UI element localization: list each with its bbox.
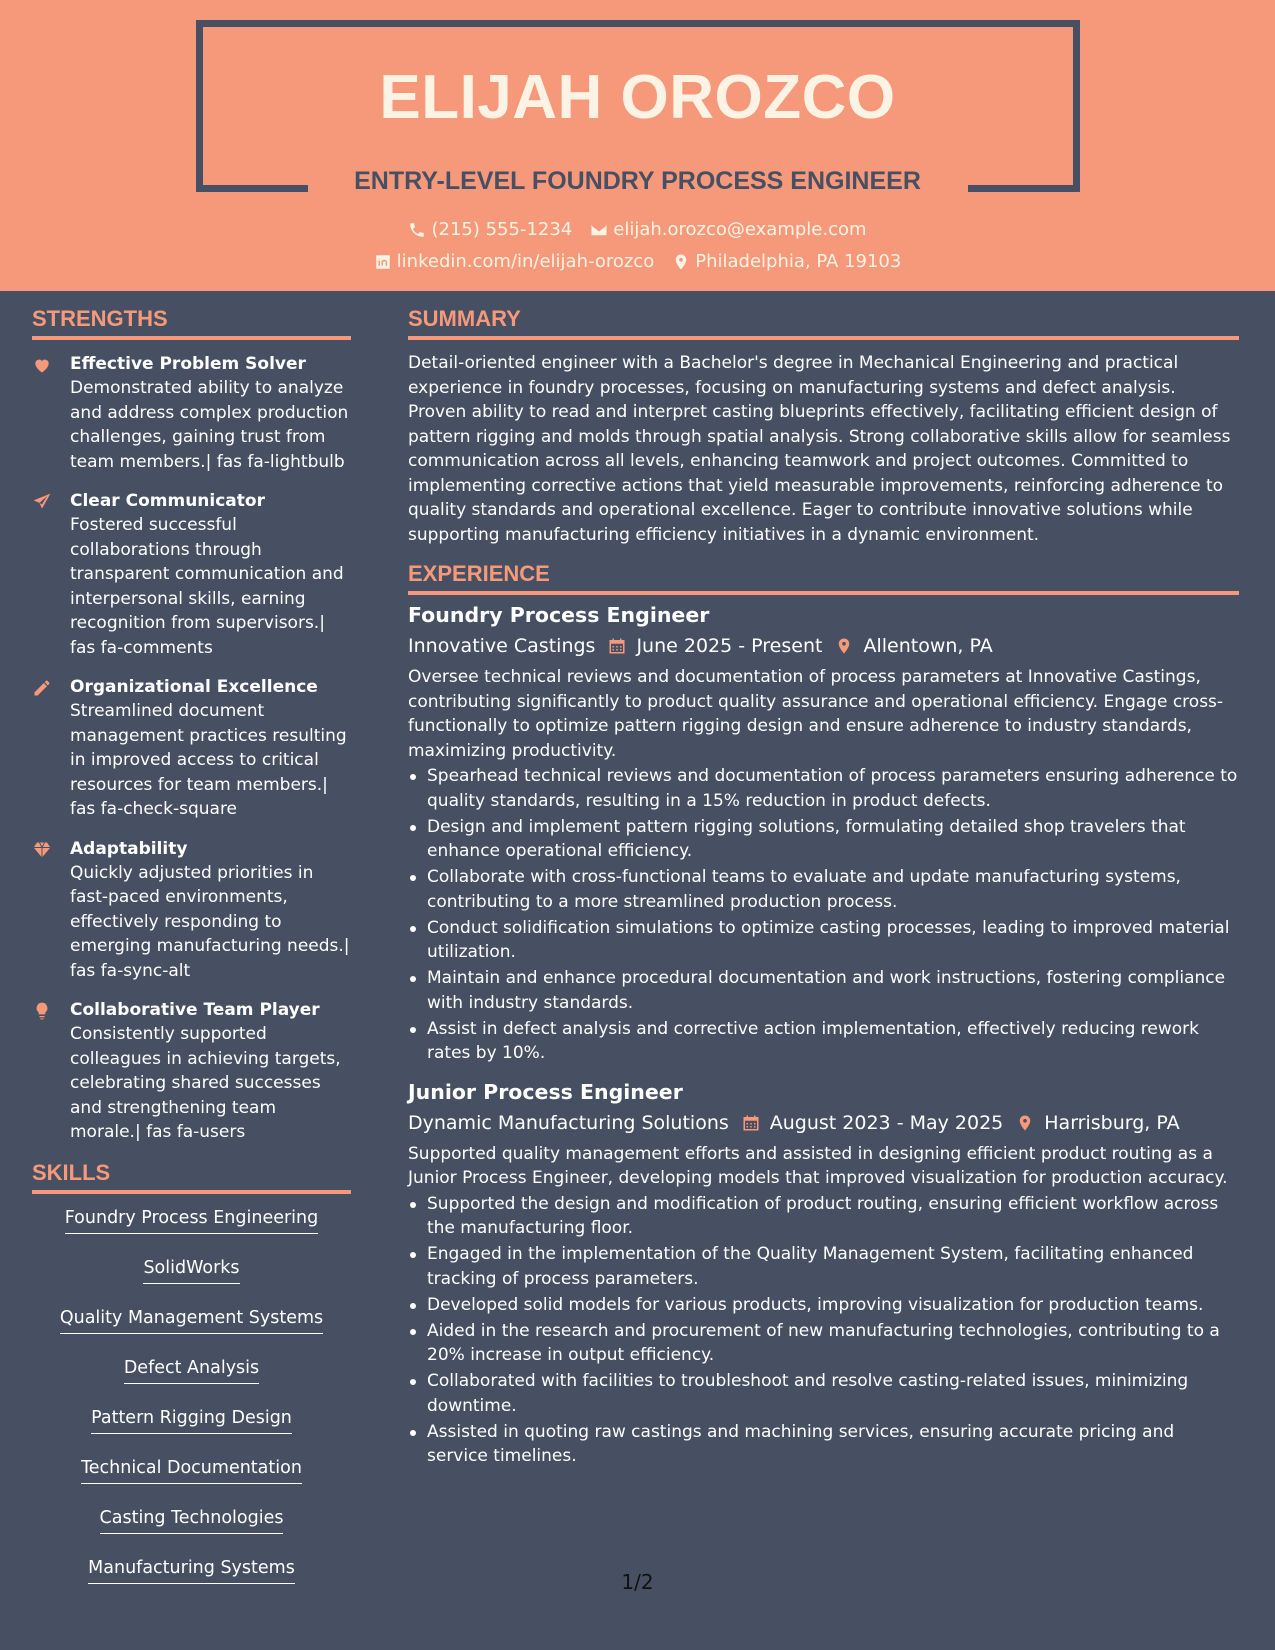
skill-item: Foundry Process Engineering <box>65 1206 319 1234</box>
skill-item: Defect Analysis <box>124 1356 259 1384</box>
job-location: Harrisburg, PA <box>1044 1111 1180 1134</box>
job-bullet: Assist in defect analysis and corrective action implementation, effectively reducing rework rates by 10%. <box>408 1017 1239 1066</box>
contact-email[interactable] <box>590 219 866 240</box>
job-bullet: Spearhead technical reviews and documentation of process parameters ensuring adherence to quality standards, resulting in a 15% reduction in product defects. <box>408 764 1239 813</box>
job-entry <box>408 1078 1239 1469</box>
job-dates: June 2025 - Present <box>636 635 823 657</box>
strength-item <box>32 998 351 1145</box>
lightbulb-icon <box>32 1001 52 1021</box>
strength-desc: Consistently supported colleagues in achieving targets, celebrating shared successes and strengthening team morale.| fas fa-users <box>70 1024 341 1142</box>
linkedin-text: linkedin.com/in/elijah-orozco <box>396 251 655 272</box>
job-bullet: Developed solid models for various products, improving visualization for production teams. <box>408 1293 1239 1318</box>
skill-item: Technical Documentation <box>81 1456 302 1484</box>
skill-item: Pattern Rigging Design <box>91 1406 292 1434</box>
job-bullet: Maintain and enhance procedural documentation and work instructions, fostering compliance with industry standards. <box>408 966 1239 1015</box>
calendar-icon <box>742 1113 760 1133</box>
job-title: Junior Process Engineer <box>408 1079 683 1104</box>
map-pin-icon <box>672 253 690 271</box>
job-title: Foundry Process Engineer <box>408 603 710 627</box>
right-column <box>408 306 1239 1481</box>
contact-phone <box>408 219 572 240</box>
skill-item: Casting Technologies <box>100 1506 284 1534</box>
strength-item <box>32 675 351 822</box>
job-bullet: Engaged in the implementation of the Quality Management System, facilitating enhanced tracking of process parameters. <box>408 1242 1239 1291</box>
strength-title: Collaborative Team Player <box>70 1000 320 1020</box>
resume-header <box>0 0 1275 291</box>
strength-item <box>32 837 351 984</box>
calendar-icon <box>608 636 626 656</box>
job-dates: August 2023 - May 2025 <box>769 1111 1004 1134</box>
job-bullets <box>408 764 1239 1066</box>
strength-desc: Demonstrated ability to analyze and address complex production challenges, gaining trust from team members.| fas fa-lightbulb <box>70 378 349 472</box>
heart-icon <box>32 355 52 375</box>
phone-text: (215) 555-1234 <box>431 219 573 240</box>
job-bullet: Conduct solidification simulations to optimize casting processes, leading to improved material utilization. <box>408 916 1239 965</box>
skill-item: SolidWorks <box>143 1256 239 1284</box>
strength-item <box>32 352 351 474</box>
page-number: 1/2 <box>621 1570 654 1594</box>
job-bullet: Supported the design and modification of product routing, ensuring efficient workflow across the manufacturing floor. <box>408 1192 1239 1241</box>
job-location: Allentown, PA <box>863 635 993 657</box>
strength-item <box>32 489 351 660</box>
strength-title: Adaptability <box>70 838 188 859</box>
map-pin-icon <box>835 636 853 656</box>
envelope-icon <box>590 221 608 239</box>
skill-item: Quality Management Systems <box>60 1306 323 1334</box>
job-meta <box>408 1108 1239 1138</box>
job-bullet: Assisted in quoting raw castings and machining services, ensuring accurate pricing and service timelines. <box>408 1420 1239 1469</box>
job-desc: Supported quality management efforts and assisted in designing efficient product routing as a Junior Process Engineer, developing models that improved visualization for production accuracy. <box>408 1143 1228 1188</box>
left-column <box>32 306 351 1606</box>
linkedin-icon <box>374 253 392 271</box>
location-text: Philadelphia, PA 19103 <box>695 251 902 272</box>
job-entry <box>408 601 1239 1066</box>
phone-icon <box>408 221 426 239</box>
candidate-name: ELIJAH OROZCO <box>379 63 896 132</box>
skills-title: SKILLS <box>32 1160 351 1194</box>
pencil-icon <box>32 678 52 698</box>
summary-text: Detail-oriented engineer with a Bachelor's degree in Mechanical Engineering and practical experience in foundry processes, focusing on manufacturing systems and defect analysis. Proven ability to read and interpret casting blueprints effectively, facilitating efficient design of pattern rigging and molds through spatial analysis. Strong collaborative skills allow for seamless communication across all levels, enhancing teamwork and project outcomes. Committed to implementing corrective actions that yield measurable improvements, reinforcing adherence to quality standards and operational excellence. Eager to contribute innovative solutions while supporting manufacturing efficiency initiatives in a dynamic environment. <box>408 353 1231 545</box>
strength-title: Effective Problem Solver <box>70 354 306 374</box>
contact-row-1 <box>0 219 1275 240</box>
job-company: Innovative Castings <box>408 635 596 657</box>
contact-location <box>672 251 901 272</box>
job-bullet: Design and implement pattern rigging solutions, formulating detailed shop travelers that enhance operational efficiency. <box>408 815 1239 864</box>
strength-desc: Streamlined document management practices resulting in improved access to critical resources for team members.| fas fa-check-square <box>70 701 347 819</box>
job-meta <box>408 631 1239 661</box>
candidate-role: ENTRY-LEVEL FOUNDRY PROCESS ENGINEER <box>354 167 921 195</box>
summary-title: SUMMARY <box>408 306 1239 340</box>
job-bullet: Collaborated with facilities to troubleshoot and resolve casting-related issues, minimizing downtime. <box>408 1369 1239 1418</box>
job-bullets <box>408 1192 1239 1469</box>
contact-row-2 <box>0 251 1275 272</box>
job-desc: Oversee technical reviews and documentation of process parameters at Innovative Castings, contributing significantly to product quality assurance and operational efficiency. Engage cross-functionally to optimize pattern rigging design and ensure adherence to industry standards, maximizing productivity. <box>408 667 1224 761</box>
contact-linkedin[interactable] <box>374 251 655 272</box>
gem-icon <box>32 840 52 860</box>
job-company: Dynamic Manufacturing Solutions <box>408 1111 729 1134</box>
strength-desc: Quickly adjusted priorities in fast-paced environments, effectively responding to emerging manufacturing needs.| fas fa-sync-alt <box>70 862 350 981</box>
job-bullet: Aided in the research and procurement of new manufacturing technologies, contributing to a 20% increase in output efficiency. <box>408 1319 1239 1368</box>
strength-title: Clear Communicator <box>70 491 265 511</box>
map-pin-icon <box>1016 1113 1034 1133</box>
email-text: elijah.orozco@example.com <box>613 219 867 240</box>
strengths-title: STRENGTHS <box>32 306 351 340</box>
paper-plane-icon <box>32 492 52 512</box>
experience-title: EXPERIENCE <box>408 561 1239 595</box>
strength-desc: Fostered successful collaborations through transparent communication and interpersonal skills, earning recognition from supervisors.| fas fa-comments <box>70 515 344 658</box>
skill-item: Manufacturing Systems <box>88 1556 295 1584</box>
strength-title: Organizational Excellence <box>70 677 318 697</box>
job-bullet: Collaborate with cross-functional teams to evaluate and update manufacturing systems, contributing to a more streamlined production process. <box>408 865 1239 914</box>
